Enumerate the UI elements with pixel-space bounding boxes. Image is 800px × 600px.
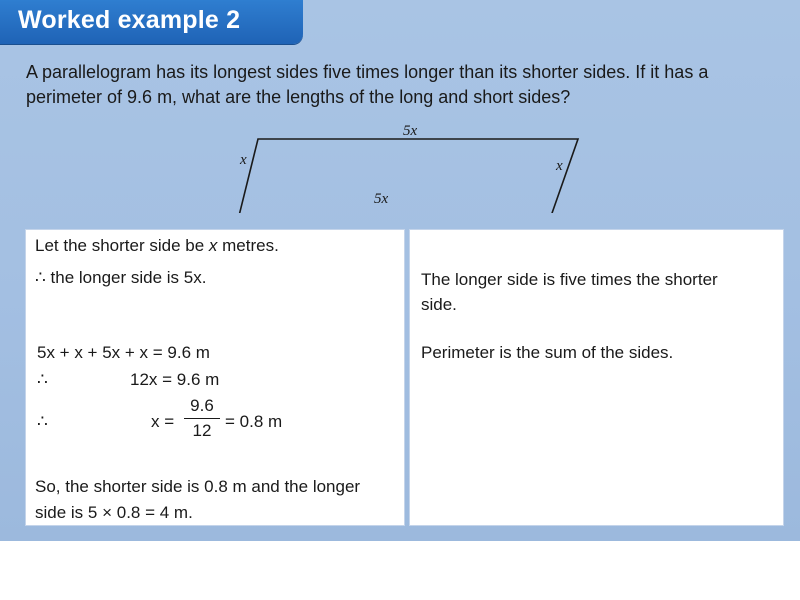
- fraction-denominator: 12: [192, 421, 212, 440]
- right-side-label: x: [556, 158, 563, 174]
- therefore-symbol-2: ∴: [37, 370, 48, 389]
- conclusion-line-2: side is 5 × 0.8 = 4 m.: [35, 503, 193, 522]
- equation-3-lhs: x =: [151, 412, 175, 431]
- equation-2: 12x = 9.6 m: [130, 370, 220, 389]
- equation-3-fraction: [184, 396, 220, 441]
- title-tab: [0, 0, 303, 44]
- intro-prefix: Let the shorter side be: [35, 236, 209, 255]
- equation-1: 5x + x + 5x + x = 9.6 m: [37, 343, 210, 362]
- left-side-label: x: [240, 152, 247, 168]
- conclusion-line-1: So, the shorter side is 0.8 m and the longer: [35, 477, 361, 496]
- working-box: [25, 229, 405, 526]
- note-2: Perimeter is the sum of the sides.: [421, 343, 674, 362]
- fraction-bar: [184, 418, 220, 419]
- parallelogram-diagram: [200, 118, 580, 213]
- fraction-numerator: 9.6: [190, 396, 214, 415]
- question-text: [26, 60, 786, 110]
- therefore-symbol-3: ∴: [37, 412, 48, 431]
- intro-suffix: metres.: [217, 236, 279, 255]
- equation-3-rhs: = 0.8 m: [225, 412, 283, 431]
- parallelogram-shape: [234, 139, 578, 213]
- therefore-longer-side: ∴ the longer side is 5x.: [35, 268, 207, 287]
- question-line-1: A parallelogram has its longest sides five times longer than its shorter sides. If it has a: [26, 62, 709, 82]
- intro-line: [35, 236, 279, 256]
- question-line-2: perimeter of 9.6 m, what are the lengths of the long and short sides?: [26, 87, 571, 107]
- note-1-line-2: side.: [421, 295, 457, 314]
- bottom-side-label: 5x: [374, 191, 389, 207]
- intro-variable: x: [208, 236, 218, 255]
- note-1-line-1: The longer side is five times the shorter: [421, 270, 718, 289]
- top-side-label: 5x: [403, 123, 418, 139]
- explanation-box: [409, 229, 784, 526]
- page-title: Worked example 2: [18, 6, 241, 34]
